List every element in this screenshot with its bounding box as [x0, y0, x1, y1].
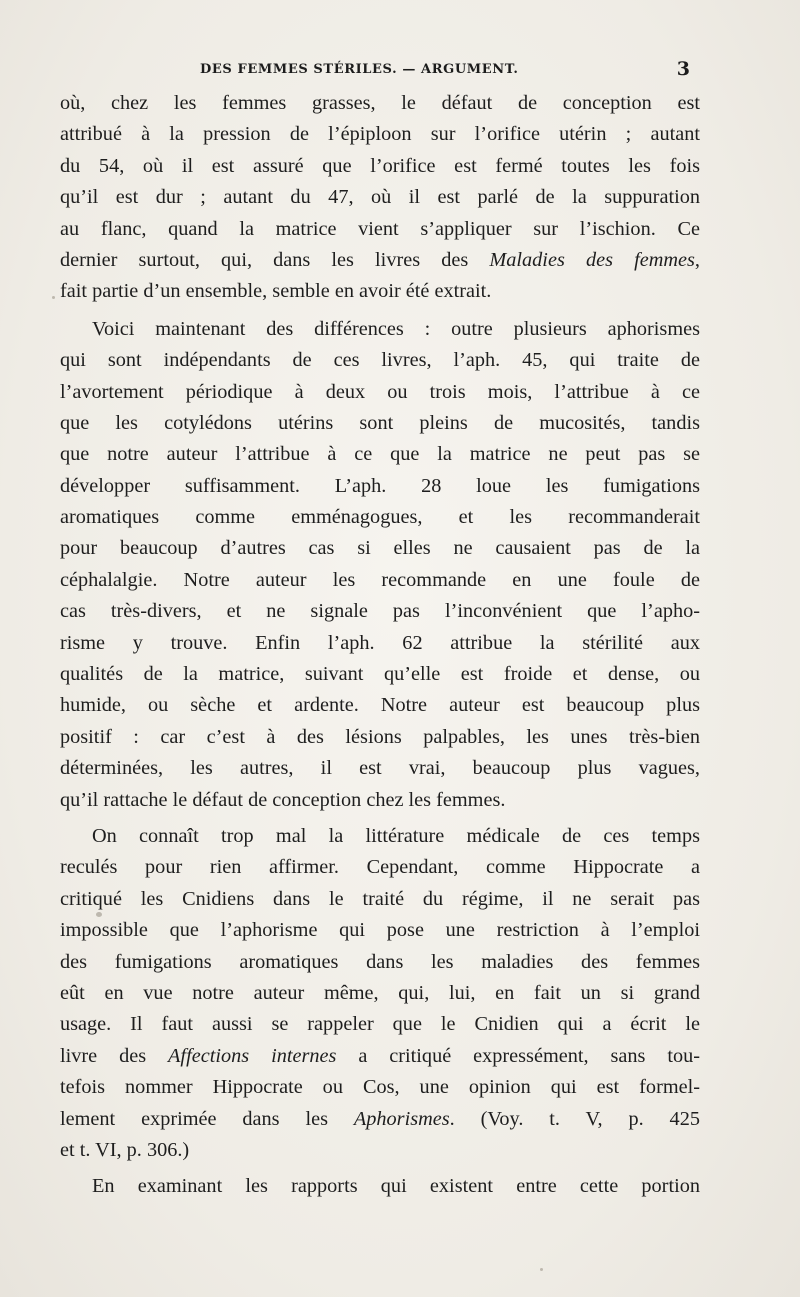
text-line: critiqué les Cnidiens dans le traité du régime, il ne serait pas: [60, 887, 700, 910]
text-line: du 54, où il est assuré que l’orifice est fermé toutes les fois: [60, 154, 700, 177]
text-line: que les cotylédons utérins sont pleins de mucosités, tandis: [60, 411, 700, 434]
text-line: cas très-divers, et ne signale pas l’inconvénient que l’apho-: [60, 600, 700, 623]
text-line: l’avortement périodique à deux ou trois mois, l’attribue à ce: [60, 380, 700, 403]
text-line: livre des Affections internes a critiqué expressément, sans tou-: [60, 1044, 701, 1067]
text-line: au flanc, quand la matrice vient s’appliquer sur l’ischion. Ce: [60, 217, 700, 240]
text-line: des fumigations aromatiques dans les maladies des femmes: [60, 950, 700, 973]
text-line: dernier surtout, qui, dans les livres des Maladies des femmes,: [60, 248, 700, 271]
book-title: Maladies des femmes: [489, 248, 695, 271]
text-line: risme y trouve. Enfin l’aph. 62 attribue la stérilité aux: [60, 631, 700, 654]
text-line: qui sont indépendants de ces livres, l’aph. 45, qui traite de: [60, 349, 700, 372]
paragraph: [60, 314, 700, 816]
text-line: et t. VI, p. 306.): [60, 1138, 190, 1161]
paragraph: [60, 821, 700, 1166]
running-head: DES FEMMES STÉRILES. — ARGUMENT.: [200, 62, 519, 77]
paper-speck: [52, 296, 55, 299]
text-line: céphalalgie. Notre auteur les recommande en une foule de: [60, 568, 700, 591]
text-line: lement exprimée dans les Aphorismes. (Voy. t. V, p. 425: [60, 1107, 700, 1130]
text-line: qualités de la matrice, suivant qu’elle est froide et dense, ou: [60, 663, 700, 686]
text-line: qu’il rattache le défaut de conception chez les femmes.: [60, 788, 506, 811]
text-line: fait partie d’un ensemble, semble en avoir été extrait.: [60, 280, 492, 303]
text-line: eût en vue notre auteur même, qui, lui, en fait un si grand: [60, 981, 700, 1004]
text-line: pour beaucoup d’autres cas si elles ne causaient pas de la: [60, 537, 700, 560]
text-line: tefois nommer Hippocrate ou Cos, une opinion qui est formel-: [60, 1076, 700, 1099]
text-line: impossible que l’aphorisme qui pose une restriction à l’emploi: [60, 919, 700, 942]
paper-speck: [96, 912, 102, 917]
book-title: Affections internes: [168, 1044, 337, 1067]
body-text: [60, 88, 700, 1203]
text-line: positif : car c’est à des lésions palpables, les unes très-bien: [60, 725, 700, 748]
text-line: déterminées, les autres, il est vrai, beaucoup plus vagues,: [60, 757, 700, 780]
text-line: qu’il est dur ; autant du 47, où il est parlé de la suppuration: [60, 186, 700, 209]
paragraph: [60, 1171, 700, 1202]
page-header: [60, 58, 700, 84]
paragraph: [60, 88, 700, 308]
text-line: que notre auteur l’attribue à ce que la matrice ne peut pas se: [60, 443, 700, 466]
paper-speck: [540, 1268, 543, 1271]
text-line: usage. Il faut aussi se rappeler que le Cnidien qui a écrit le: [60, 1013, 700, 1036]
text-line: attribué à la pression de l’épiploon sur l’orifice utérin ; autant: [60, 123, 700, 146]
text-line: humide, ou sèche et ardente. Notre auteur est beaucoup plus: [60, 694, 700, 717]
page-number: 3: [676, 58, 690, 80]
text-line: développer suffisamment. L’aph. 28 loue les fumigations: [60, 474, 700, 497]
book-title: Aphorismes: [353, 1107, 450, 1130]
text-line: Voici maintenant des différences : outre plusieurs aphorismes: [92, 317, 700, 340]
text-line: reculés pour rien affirmer. Cependant, comme Hippocrate a: [60, 856, 700, 879]
text-line: On connaît trop mal la littérature médicale de ces temps: [92, 824, 700, 847]
text-line: où, chez les femmes grasses, le défaut de conception est: [60, 92, 700, 114]
text-line: aromatiques comme emménagogues, et les recommanderait: [60, 506, 700, 529]
text-line: En examinant les rapports qui existent entre cette portion: [92, 1175, 700, 1198]
